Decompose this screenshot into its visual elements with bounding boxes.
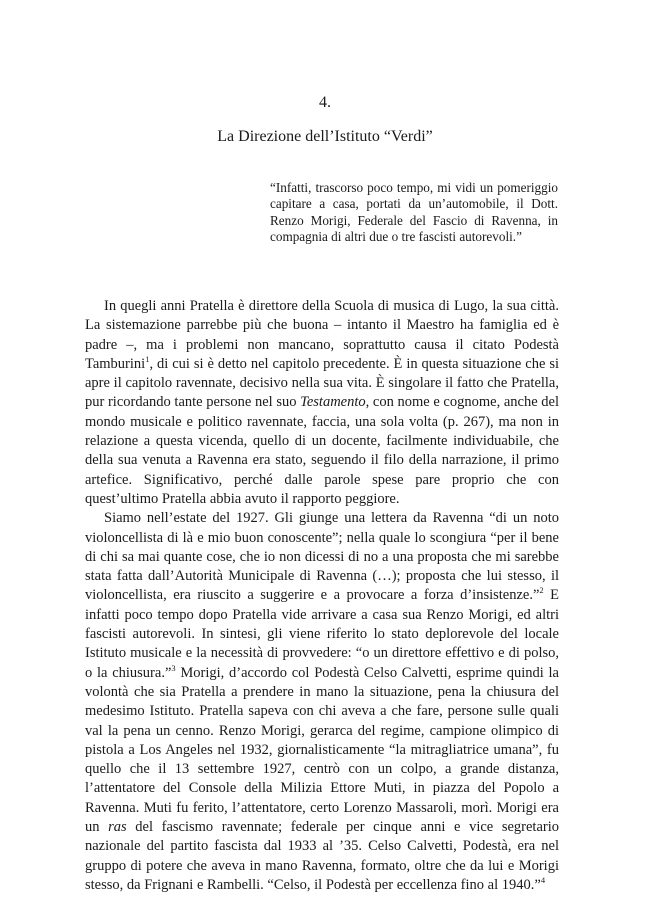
footnote-ref: 2: [539, 585, 544, 596]
epigraph-quote: “Infatti, trascorso poco tempo, mi vidi un pomeriggio capitare a casa, portati da un’automobile, il Dott. Renzo Morigi, Federale del Fascio di Ravenna, in compagnia di altri due o tre fascisti autorevoli.”: [270, 180, 558, 244]
chapter-title: La Direzione dell’Istituto “Verdi”: [217, 128, 433, 145]
footnote-ref: 4: [540, 875, 546, 886]
italic-title: Testamento: [300, 394, 366, 411]
paragraph-text: Siamo nell’estate del 1927. Gli giunge una lettera da Ravenna “di un noto violoncellista di là e mio buon conoscente”; nella quale lo scongiura “per il bene di chi sa mai quante cose, che io non dicessi di no a una proposta che mi sarebbe stata fatta dall’Autorità Municipale di Ravenna (…); proposta che lui stesso, il violoncellista, era riuscito a suggerire e a provocare a forza d’insistenze.”: [85, 510, 559, 604]
paragraph-text: , con nome e cognome, anche del mondo musicale e politico ravennate, faccia, una sola volta (p. 267), ma non in relazione a questa vicenda, quello di un docente, facilmente individuabile, che della sua venuta a Ravenna era stato, seguendo il filo della narrazione, il primo artefice. Significativo, perché dalle parole spese pare proprio che con quest’ultimo Pratella abbia avuto il rapporto peggiore.: [85, 394, 559, 507]
body-text: [85, 297, 559, 895]
paragraph-text: , di cui si è detto nel capitolo precedente. È in questa situazione che si apre il capitolo ravennate, decisivo nella sua vita. È singolare il fatto che Pratella, pur ricordando tante persone nel suo: [85, 355, 559, 411]
paragraph-text: In quegli anni Pratella è direttore della Scuola di musica di Lugo, la sua città. La sistemazione parrebbe più che buona – intanto il Maestro ha famiglia ed è padre –, ma i problemi non mancano, soprattutto causa il citato Podestà Tamburini: [85, 298, 559, 372]
footnote-ref: 3: [171, 662, 176, 673]
chapter-number: 4.: [319, 94, 331, 111]
paragraph-text: Morigi, d’accordo col Podestà Celso Calvetti, esprime quindi la volontà che sia Pratella a prendere in mano la situazione, pena la chiusura del medesimo Istituto. Pratella sapeva con chi aveva a che fare, persone sulle quali val la pena un cenno. Renzo Morigi, gerarca del regime, campione olimpico di pistola a Los Angeles nel 1932, giornalisticamente “la mitragliatrice umana”, fu quello che il 13 settembre 1927, centrò con un colpo, a grande distanza, l’attentatore del Console della Milizia Ettore Muti, in piazza del Popolo a Ravenna. Muti fu ferito, l’attentatore, certo Lorenzo Massaroli, morì. Morigi era un: [85, 664, 559, 836]
footnote-ref: 1: [145, 354, 150, 365]
italic-term: ras: [108, 819, 127, 836]
paragraph: [85, 297, 559, 509]
paragraph-text: E infatti poco tempo dopo Pratella vide arrivare a casa sua Renzo Morigi, ed altri fascisti autorevoli. In sintesi, gli viene riferito lo stato deplorevole del locale Istituto musicale e la necessità di provvedere: “o un direttore effettivo e di polso, o la chiusura.”: [85, 587, 560, 681]
paragraph-text: del fascismo ravennate; federale per cinque anni e vice segretario nazionale del partito fascista dal 1933 al ’35. Celso Calvetti, Podestà, era nel gruppo di potere che aveva in mano Ravenna, formato, oltre che da lui e Morigi stesso, da Frignani e Rambelli. “Celso, il Podestà per eccellenza fino al 1940.”: [85, 819, 560, 893]
paragraph: [85, 509, 559, 895]
